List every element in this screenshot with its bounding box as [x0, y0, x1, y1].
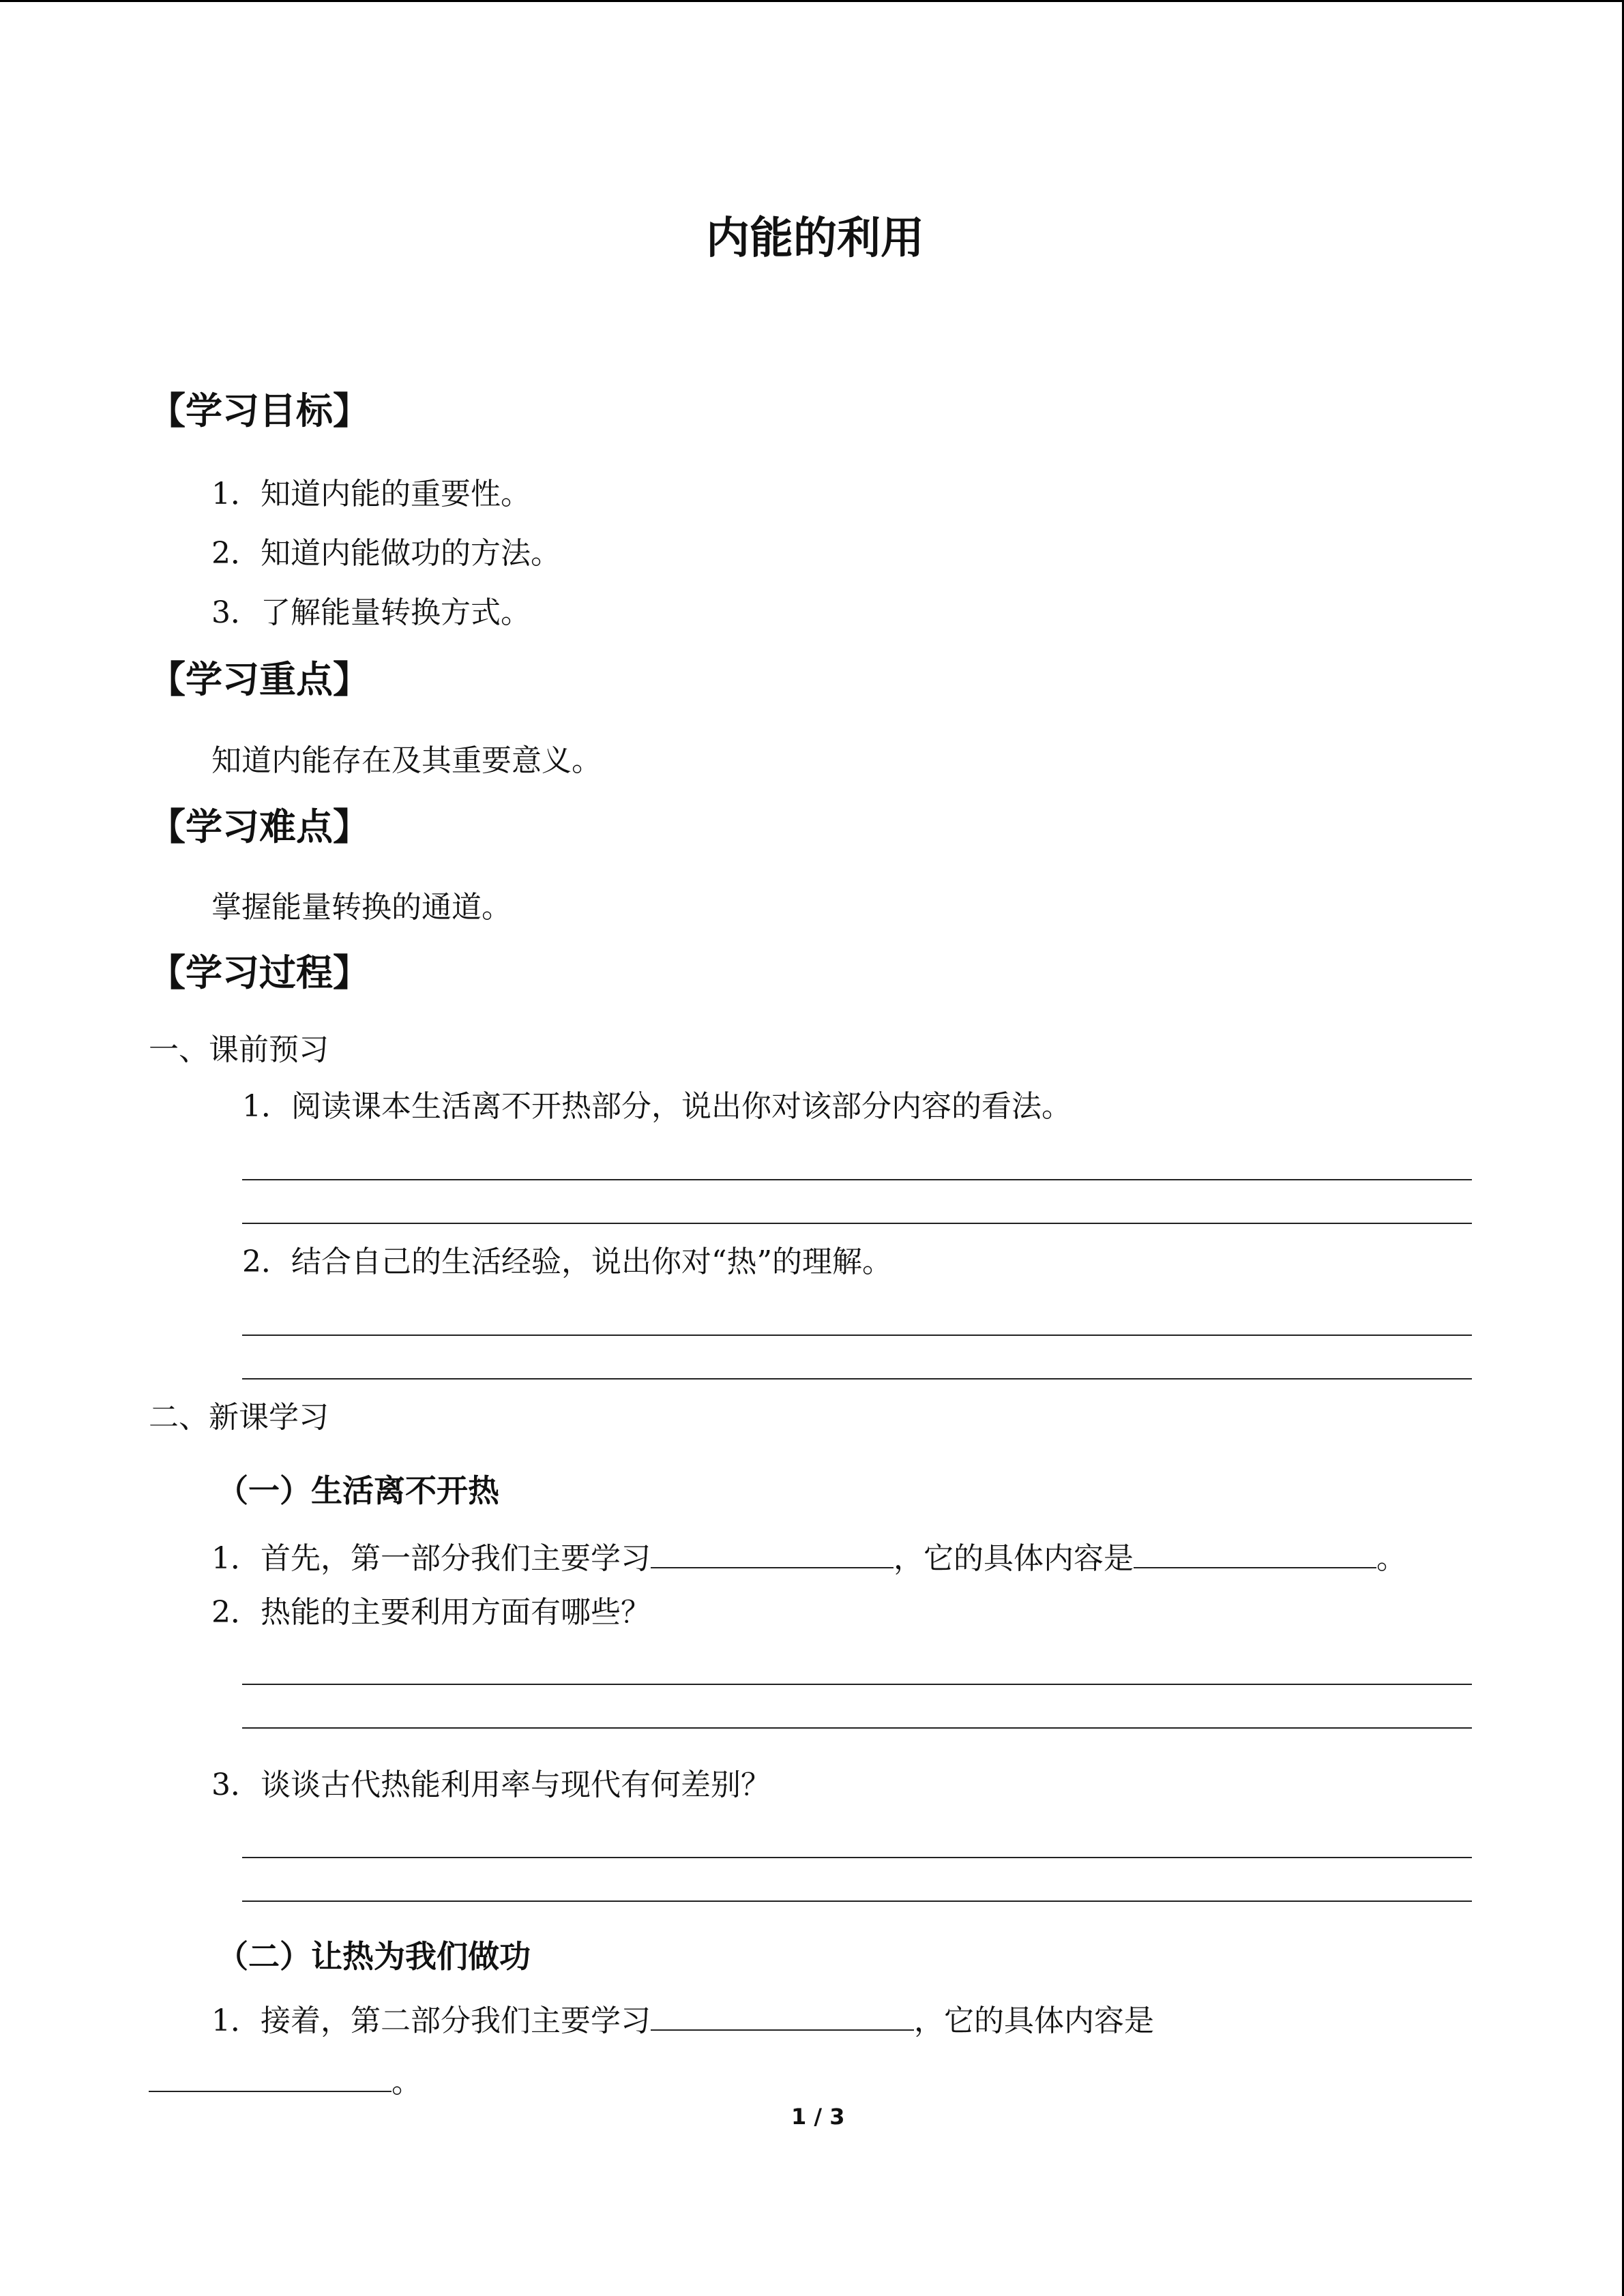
goal-item-2: 2．知道内能做功的方法。 — [211, 536, 561, 571]
answer-line — [242, 1179, 1472, 1180]
answer-line — [242, 1335, 1472, 1336]
fill-blank — [651, 1538, 894, 1568]
part1-heading: （一）生活离不开热 — [217, 1472, 499, 1509]
answer-line — [242, 1857, 1472, 1858]
answer-line — [242, 1223, 1472, 1224]
answer-line — [242, 1727, 1472, 1729]
goals-heading: 【学习目标】 — [149, 389, 370, 432]
difficulties-text: 掌握能量转换的通道。 — [211, 890, 512, 925]
part2-question-1-text-a: 1．接着，第二部分我们主要学习 — [211, 2003, 651, 2038]
key-points-heading: 【学习重点】 — [149, 658, 370, 701]
page-number: 1 / 3 — [791, 2104, 845, 2130]
goal-item-1: 1．知道内能的重要性。 — [211, 477, 531, 511]
fill-blank — [651, 2001, 914, 2031]
part1-question-2: 2．热能的主要利用方面有哪些？ — [211, 1595, 651, 1630]
part2-question-1-continuation — [149, 2062, 422, 2098]
preview-question-2: 2．结合自己的生活经验，说出你对“热”的理解。 — [242, 1244, 892, 1279]
fill-blank — [1134, 1538, 1376, 1568]
process-heading: 【学习过程】 — [149, 951, 370, 994]
part2-question-1-text-b: ，它的具体内容是 — [914, 2003, 1154, 2038]
preview-question-1: 1．阅读课本生活离不开热部分，说出你对该部分内容的看法。 — [242, 1089, 1072, 1124]
part2-question-1 — [211, 2001, 1154, 2036]
part1-question-1-text-b: ，它的具体内容是 — [894, 1541, 1134, 1576]
part2-question-1-text-c: 。 — [392, 2065, 422, 2100]
difficulties-heading: 【学习难点】 — [149, 805, 370, 848]
answer-line — [242, 1900, 1472, 1902]
answer-line — [242, 1378, 1472, 1380]
page-title: 内能的利用 — [706, 213, 924, 264]
answer-line — [242, 1684, 1472, 1685]
part1-question-1-text-a: 1．首先，第一部分我们主要学习 — [211, 1541, 651, 1576]
key-points-text: 知道内能存在及其重要意义。 — [211, 743, 602, 778]
fill-blank — [149, 2062, 392, 2092]
part1-question-3: 3．谈谈古代热能利用率与现代有何差别？ — [211, 1768, 771, 1802]
part1-question-1 — [211, 1538, 1406, 1574]
preview-heading: 一、课前预习 — [149, 1032, 329, 1067]
goal-item-3: 3．了解能量转换方式。 — [211, 595, 531, 630]
part1-question-1-text-c: 。 — [1376, 1541, 1406, 1576]
new-lesson-heading: 二、新课学习 — [149, 1400, 329, 1435]
part2-heading: （二）让热为我们做功 — [217, 1938, 531, 1975]
